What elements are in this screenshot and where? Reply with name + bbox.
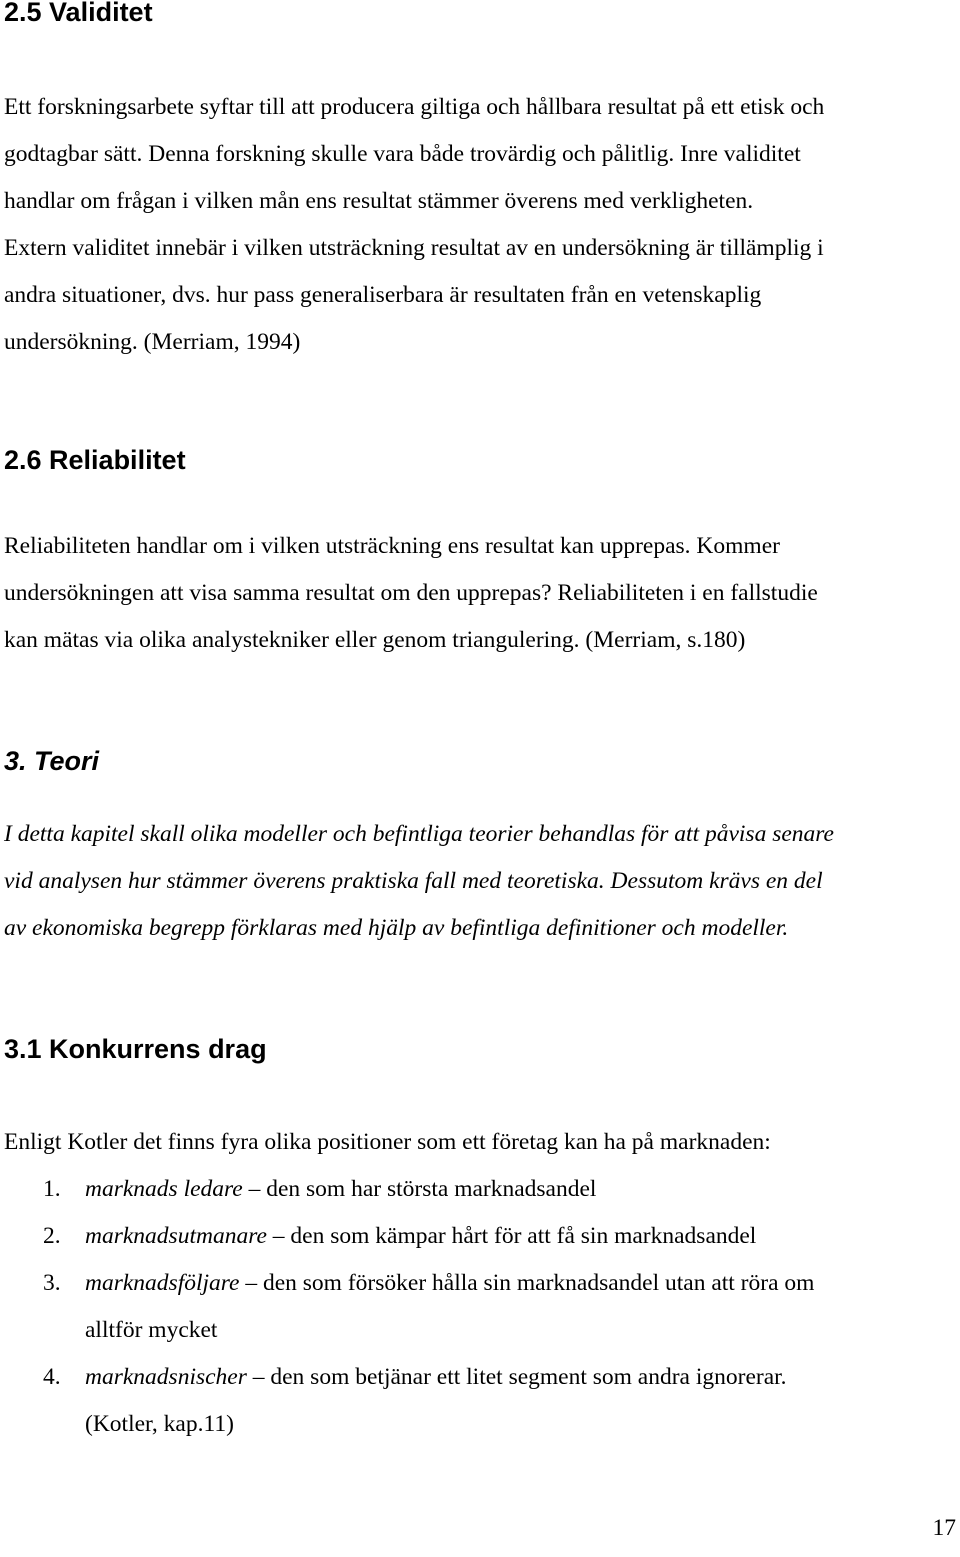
list-term: marknadsföljare — [85, 1270, 240, 1296]
paragraph-validitet — [4, 84, 960, 366]
text-line: handlar om frågan i vilken mån ens resultat stämmer överens med verkligheten. — [4, 188, 754, 214]
page-number: 17 — [932, 1515, 956, 1541]
list-item — [0, 1354, 960, 1448]
list-number: 2. — [43, 1223, 61, 1249]
list-item — [0, 1213, 960, 1260]
list-term: marknads ledare — [85, 1176, 243, 1202]
text-line: andra situationer, dvs. hur pass generaliserbara är resultaten från en vetenskaplig — [4, 282, 762, 308]
positions-list — [0, 1166, 960, 1448]
list-text-continuation: alltför mycket — [85, 1317, 218, 1343]
list-item — [0, 1260, 960, 1354]
list-text: – den som försöker hålla sin marknadsandel utan att röra om — [239, 1270, 815, 1296]
heading-konkurrens-drag: 3.1 Konkurrens drag — [4, 1034, 267, 1064]
heading-reliabilitet: 2.6 Reliabilitet — [4, 445, 186, 475]
text-line: Reliabiliteten handlar om i vilken utsträckning ens resultat kan upprepas. Kommer — [4, 533, 780, 559]
text-line: Enligt Kotler det finns fyra olika positioner som ett företag kan ha på marknaden: — [4, 1129, 771, 1155]
list-number: 4. — [43, 1364, 61, 1390]
paragraph-teori — [4, 811, 960, 952]
heading-validitet: 2.5 Validitet — [4, 0, 153, 27]
list-text: – den som har största marknadsandel — [242, 1176, 597, 1202]
text-line: godtagbar sätt. Denna forskning skulle vara både trovärdig och pålitlig. Inre validitet — [4, 141, 801, 167]
text-line: I detta kapitel skall olika modeller och befintliga teorier behandlas för att påvisa senare — [4, 821, 834, 847]
list-text: – den som kämpar hårt för att få sin marknadsandel — [266, 1223, 757, 1249]
list-item — [0, 1166, 960, 1213]
paragraph-konkurrens-intro — [4, 1119, 960, 1166]
text-line: kan mätas via olika analystekniker eller genom triangulering. (Merriam, s.180) — [4, 627, 746, 653]
list-term: marknadsutmanare — [85, 1223, 267, 1249]
list-text: – den som betjänar ett litet segment som andra ignorerar. — [246, 1364, 787, 1390]
heading-teori: 3. Teori — [4, 746, 100, 776]
list-term: marknadsnischer — [85, 1364, 247, 1390]
paragraph-reliabilitet — [4, 523, 960, 664]
list-number: 1. — [43, 1176, 61, 1202]
text-line: vid analysen hur stämmer överens praktiska fall med teoretiska. Dessutom krävs en del — [4, 868, 823, 894]
list-number: 3. — [43, 1270, 61, 1296]
text-line: Extern validitet innebär i vilken utsträckning resultat av en undersökning är tillämplig i — [4, 235, 824, 261]
text-line: undersökningen att visa samma resultat om den upprepas? Reliabiliteten i en fallstudie — [4, 580, 818, 606]
text-line: Ett forskningsarbete syftar till att producera giltiga och hållbara resultat på ett etisk och — [4, 94, 825, 120]
list-text-continuation: (Kotler, kap.11) — [85, 1411, 234, 1437]
text-line: av ekonomiska begrepp förklaras med hjälp av befintliga definitioner och modeller. — [4, 915, 789, 941]
text-line: undersökning. (Merriam, 1994) — [4, 329, 301, 355]
